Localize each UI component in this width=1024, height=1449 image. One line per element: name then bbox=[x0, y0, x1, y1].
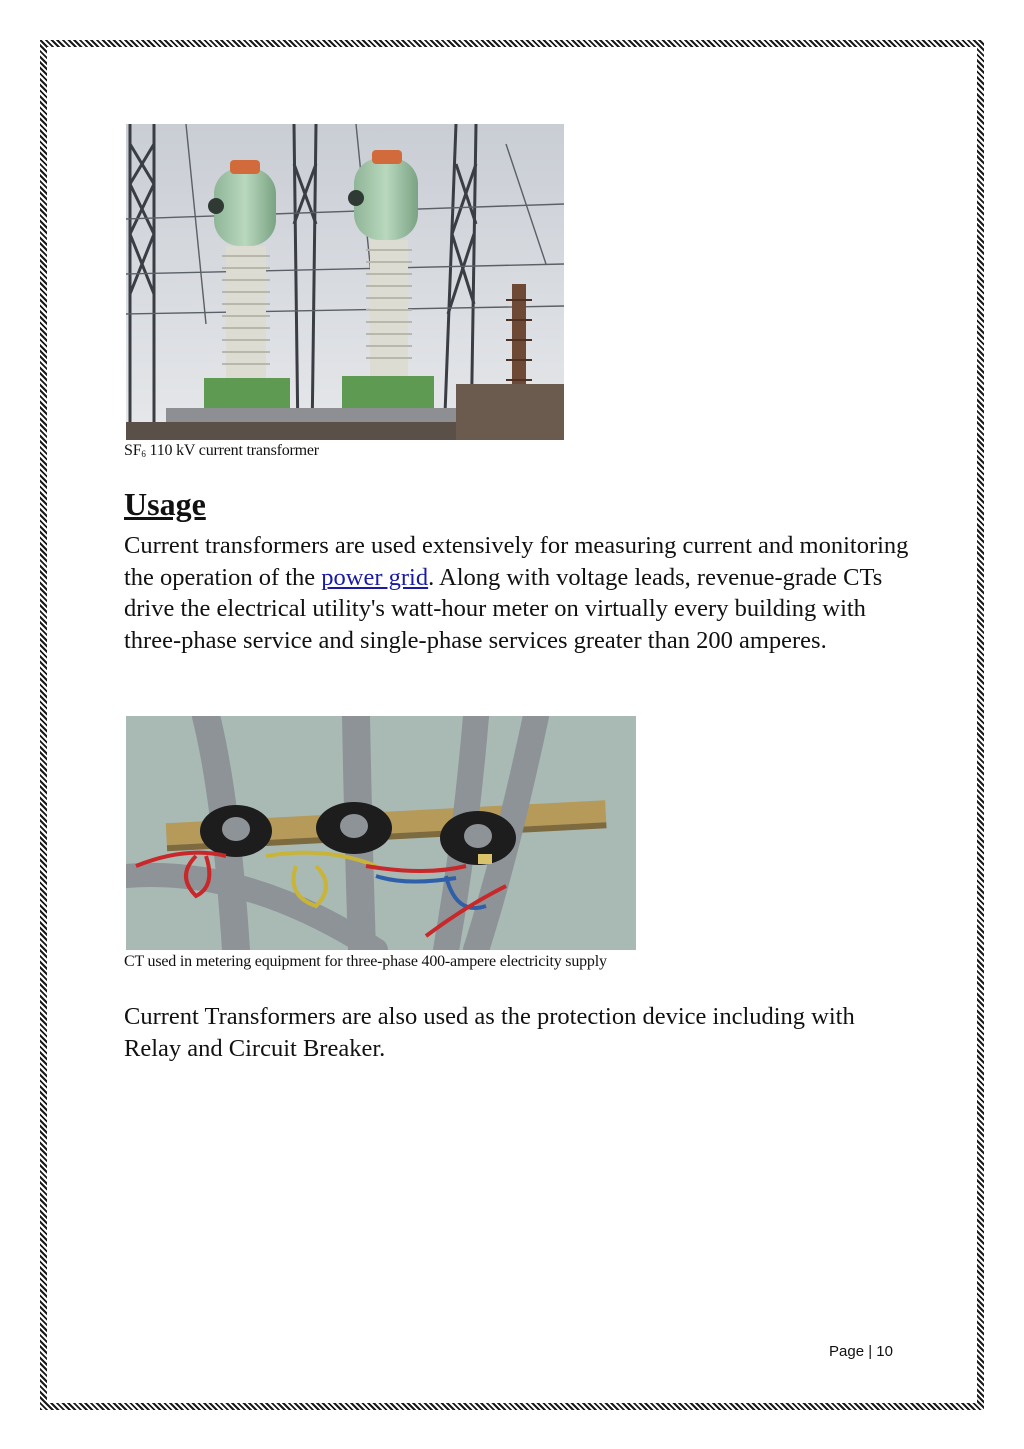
metering-ct-photo bbox=[126, 716, 636, 950]
figure2-caption: CT used in metering equipment for three-phase 400-ampere electricity supply bbox=[124, 953, 607, 970]
power-grid-link[interactable]: power grid bbox=[321, 563, 429, 591]
page-number: Page | 10 bbox=[829, 1343, 893, 1360]
protection-paragraph: Current Transformers are also used as the protection device including with Relay and Circuit Breaker. bbox=[124, 1003, 855, 1062]
usage-heading: Usage bbox=[124, 486, 206, 522]
substation-ct-photo bbox=[126, 124, 564, 440]
figure1-caption: $SF_6$ 110 kV current transformer bbox=[124, 442, 319, 459]
usage-paragraph: Current transformers are used extensively for measuring current and monitoring the operation of the power grid. Along with voltage leads, revenue-grade CTs drive the electrical utility's watt-hour meter on virtually every building with three-phase service and single-phase services greater than 200 amperes. bbox=[124, 532, 909, 654]
